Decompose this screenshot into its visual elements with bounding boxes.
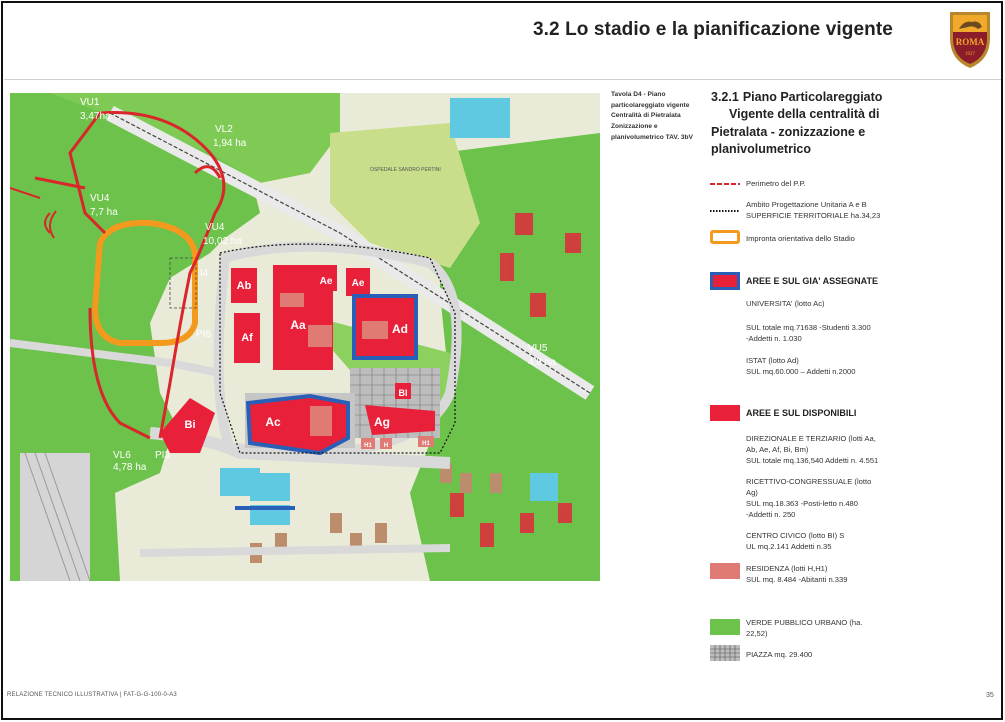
legend-istat-sul: SUL mq.60.000 – Addetti n.2000 [746,367,856,376]
legend-ricettivo-2: Ag) [746,488,758,497]
lot-label-bl: Bl [398,388,408,398]
sports-field [450,98,510,138]
legend-verde-1: VERDE PUBBLICO URBANO (ha. [746,618,863,627]
label-vl2: VL2 [215,124,233,135]
label-pi3: PI3 [155,450,171,461]
legend-ricettivo-1: RICETTIVO-CONGRESSUALE (lotto [746,477,872,486]
lot-label-h1-b: H1 [422,441,430,447]
label-vu4b: VU4 [205,222,225,233]
sports-field [530,473,558,501]
legend-ambito-2: SUPERFICIE TERRITORIALE ha.34,23 [746,211,881,220]
legend-ricettivo-3: SUL mq.18.363 -Posti-letto n.480 [746,499,859,508]
label-vu4a: VU4 [90,193,110,204]
label-vu5: VU5 [528,343,548,354]
lot-label-aa: Aa [290,318,306,332]
legend-universita-sul2: -Addetti n. 1.030 [746,334,802,343]
legend-disponibili-head: AREE E SUL DISPONIBILI [746,408,857,418]
legend-universita-sul1: SUL totale mq.71638 -Studenti 3.300 [746,323,871,332]
lot-label-ae-2: Ae [351,278,365,289]
lot-label-ac: Ac [265,415,281,429]
legend-direzionale-2: Ab, Ae, Af, Bi, Bm) [746,445,809,454]
legend-civico-2: UL mq.2.141 Addetti n.35 [746,542,832,551]
legend-direzionale-1: DIREZIONALE E TERZIARIO (lotti Aa, [746,434,876,443]
footer-text: RELAZIONE TECNICO ILLUSTRATIVA | FAT-G-G-100-0-A3 [7,692,177,698]
legend-assegnate-head: AREE E SUL GIA' ASSEGNATE [746,276,878,286]
header-divider [4,79,1001,80]
label-vu4b-area: 10,02 ha [203,236,242,247]
legend-verde-2: 22,52) [746,629,768,638]
perimeter-swatch [710,181,740,187]
available-swatch [710,405,740,421]
label-vl6: VL6 [113,450,131,461]
rail-yard [20,453,90,581]
label-vu5-area: 4,8 ha [528,357,556,368]
map-caption: Tavola D4 - Piano particolareggiato vigente Centralità di Pietralata Zonizzazione e planivolumetrico TAV. 3bV [611,91,693,141]
legend-direzionale-3: SUL totale mq.136,540 Addetti n. 4.551 [746,456,879,465]
section-title: 3.2.1 Piano Particolareggiato Vigente della centralità di Pietralata - zonizzazione e planivolumetrico [711,90,883,156]
page-title: 3.2 Lo stadio e la pianificazione vigente [533,19,893,40]
page-number: 35 [986,692,994,699]
ambito-swatch [710,208,740,214]
legend-istat: ISTAT (lotto Ad) [746,356,799,365]
label-vl2-area: 1,94 ha [213,138,247,149]
label-i4: I4 [200,268,209,279]
lot-ac [248,396,348,453]
assigned-swatch [710,272,740,290]
svg-text:ROMA: ROMA [955,37,985,47]
lot-label-ag: Ag [374,415,390,429]
legend-piazza: PIAZZA mq. 29.400 [746,650,813,659]
legend-residenza-1: RESIDENZA (lotti H,H1) [746,564,828,573]
svg-text:1927: 1927 [965,52,975,57]
label-vu1: VU1 [80,97,100,108]
piazza-swatch [710,645,740,661]
legend-civico-1: CENTRO CIVICO (lotto BI) S [746,531,845,540]
label-hospital: OSPEDALE SANDRO PERTINI [370,167,441,173]
as-roma-logo [946,8,994,70]
legend-ricettivo-4: -Addetti n. 250 [746,510,796,519]
legend-universita: UNIVERSITA' (lotto Ac) [746,299,825,308]
lot-label-h1-a: H1 [364,443,372,449]
label-pi6: PI6 [196,329,212,340]
lot-label-bi: Bi [184,419,196,431]
lot-label-ae-1: Ae [319,276,333,287]
lot-label-ad: Ad [392,322,408,336]
green-swatch [710,619,740,635]
label-vl6-area: 4,78 ha [113,462,147,473]
zoning-map[interactable] [10,93,600,581]
legend-ambito-1: Ambito Progettazione Unitaria A e B [746,200,867,209]
stadium-swatch [710,230,740,244]
sports-field [250,473,290,501]
lot-label-h: H [383,443,389,449]
lot-label-ab: Ab [236,280,252,292]
lot-label-af: Af [241,332,253,344]
label-vu4a-area: 7,7 ha [90,207,118,218]
residence-swatch [710,563,740,579]
label-vu1-area: 3,47ha [80,111,111,122]
legend-impronta: Impronta orientativa dello Stadio [746,234,855,243]
legend-residenza-2: SUL mq. 8.484 -Abitanti n.339 [746,575,848,584]
legend-perimetro: Perimetro del P.P. [746,179,806,188]
